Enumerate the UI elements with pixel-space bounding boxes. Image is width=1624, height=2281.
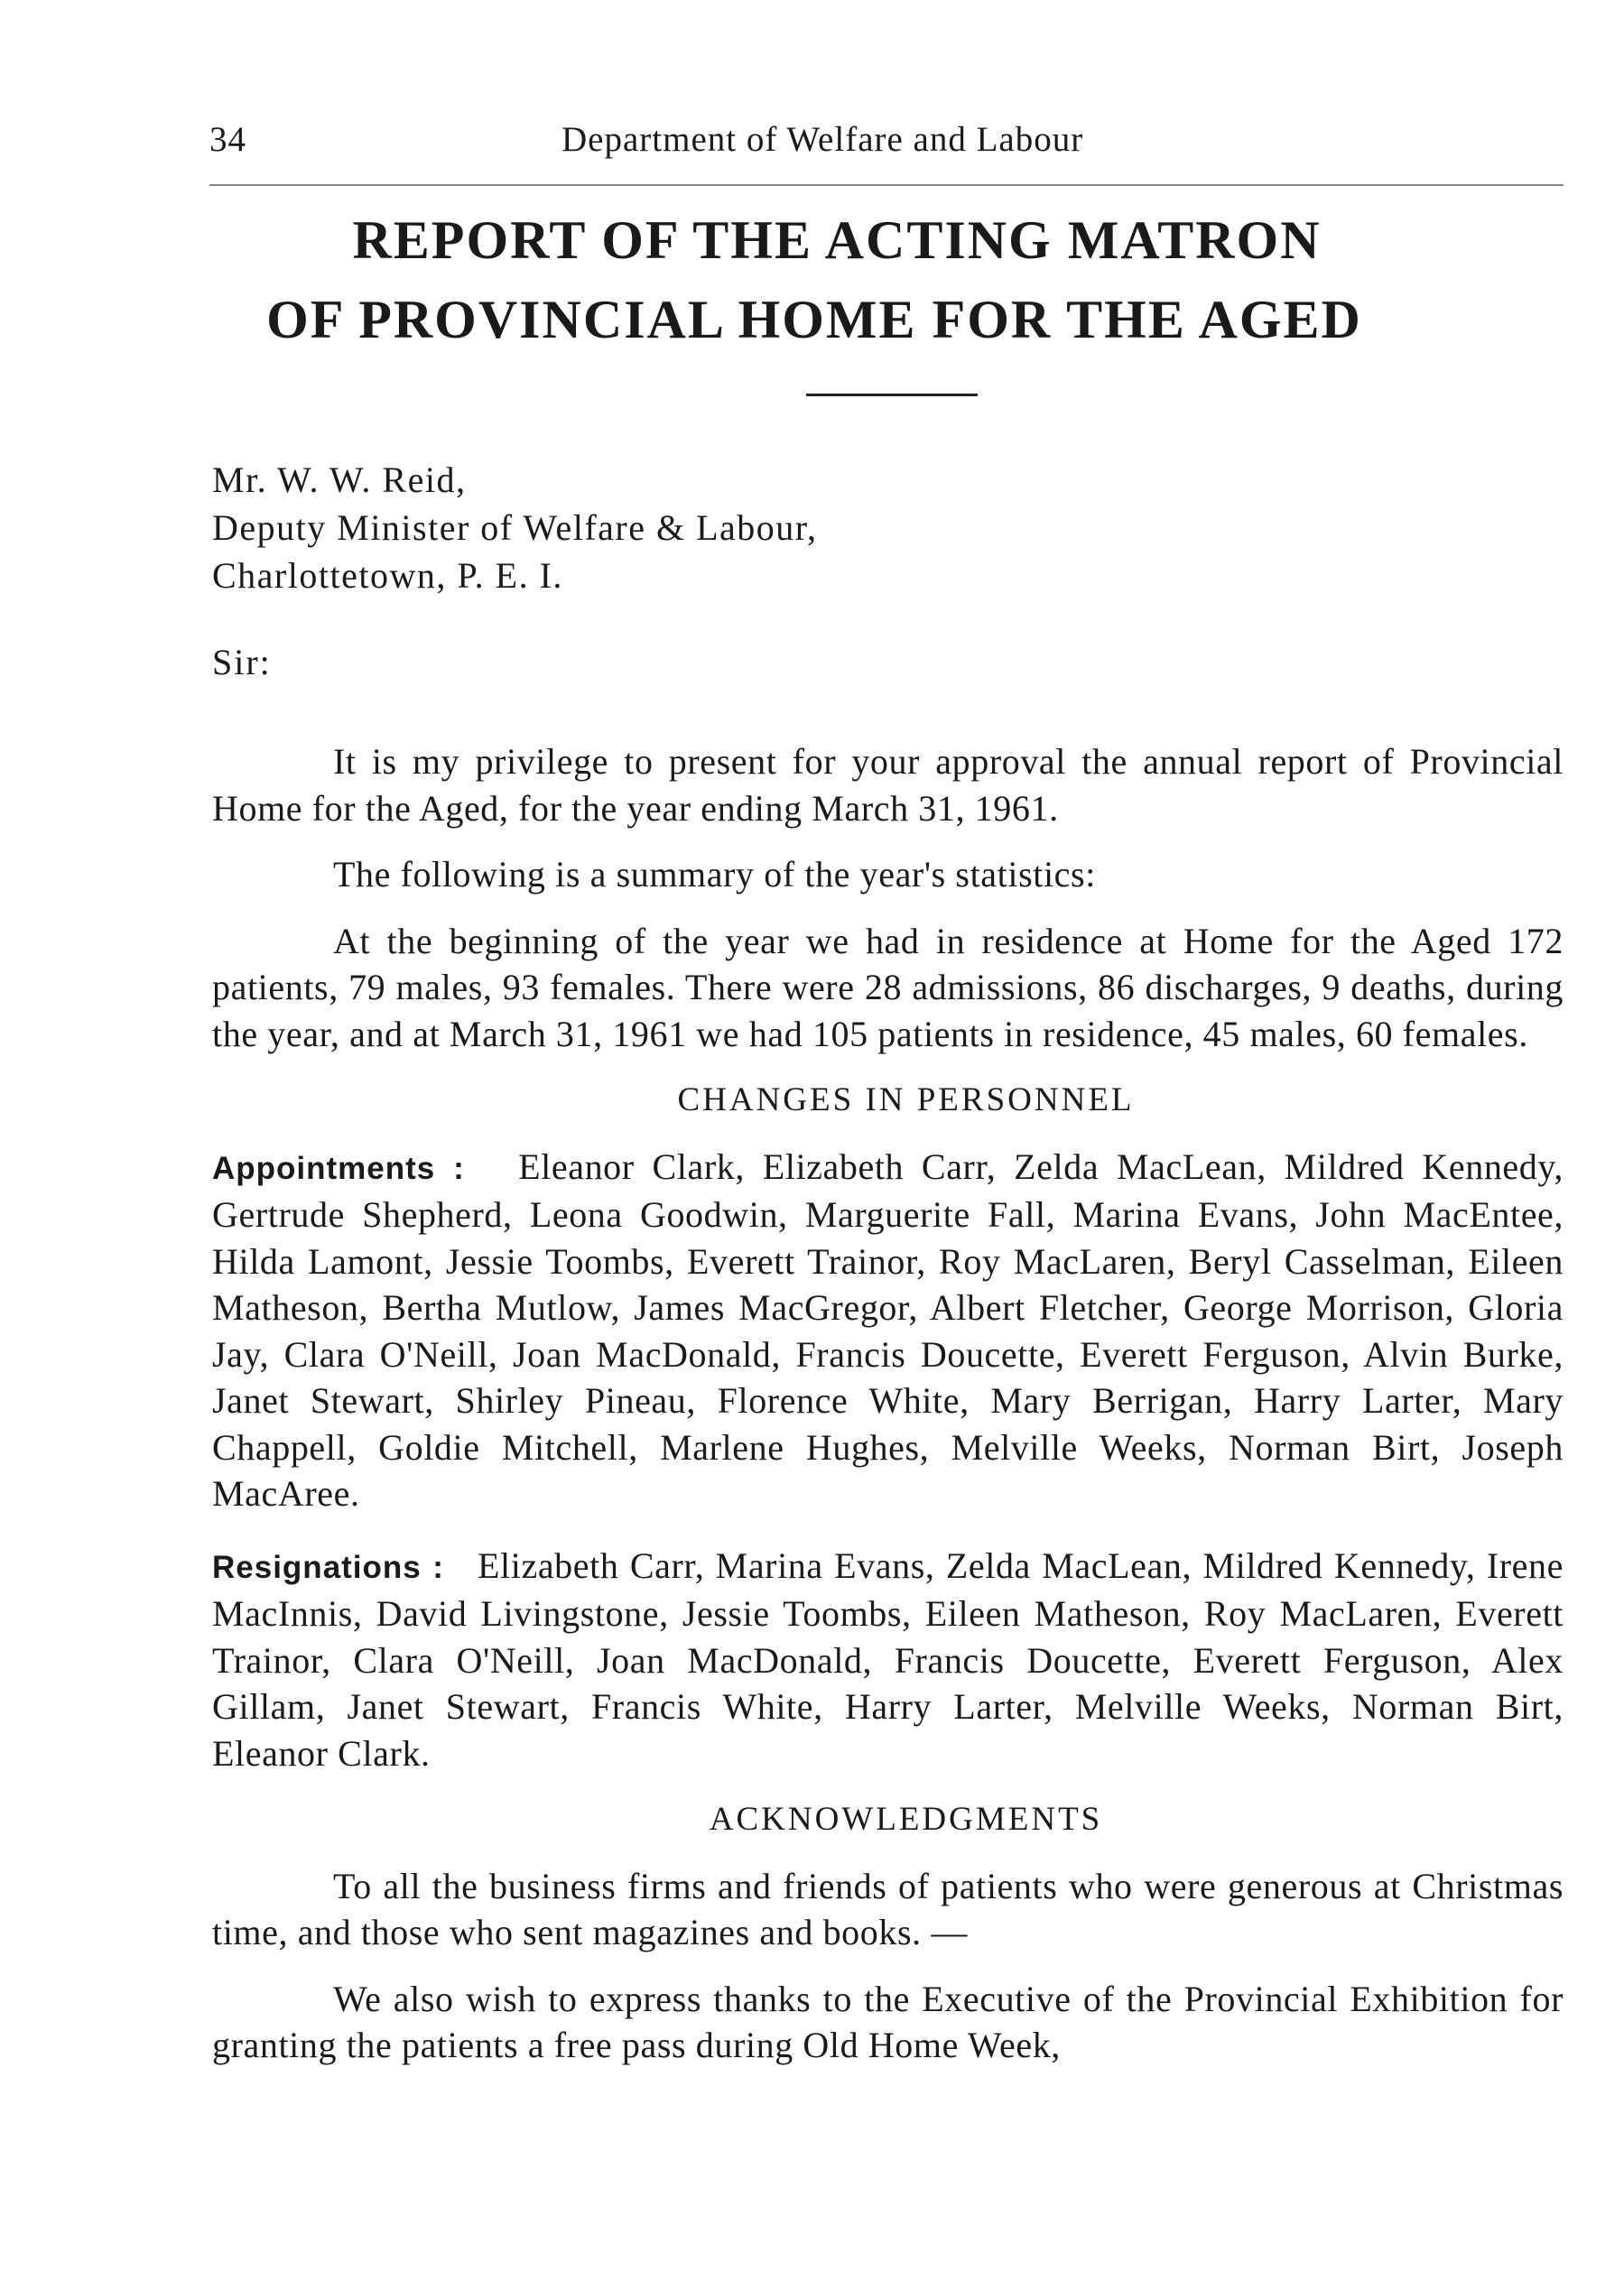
recipient-address bbox=[212, 456, 1295, 599]
address-line-1: Mr. W. W. Reid, bbox=[212, 459, 467, 500]
personnel-heading: CHANGES IN PERSONNEL bbox=[677, 1081, 1135, 1118]
title-line-1: REPORT OF THE ACTING MATRON bbox=[352, 210, 1322, 270]
report-body bbox=[212, 738, 1564, 2069]
appointments-text: Eleanor Clark, Elizabeth Carr, Zelda MacLean, Mildred Kennedy, Gertrude Shepherd, Leona Goodwin, Marguerite Fall, Marina Evans, John MacEntee, Hilda Lamont, Jessie Toombs, Everett Trainor, Roy MacLaren, Beryl Casselman, Eileen Matheson, Bertha Mutlow, James MacGregor, Albert Fletcher, George Morrison, Gloria Jay, Clara O'Neill, Joan MacDonald, Francis Doucette, Everett Ferguson, Alvin Burke, Janet Stewart, Shirley Pineau, Florence White, Mary Berrigan, Harry Larter, Mary Chappell, Goldie Mitchell, Marlene Hughes, Melville Weeks, Norman Birt, Joseph MacAree. bbox=[212, 1145, 1564, 1514]
resignations-label: Resignations : bbox=[212, 1549, 444, 1585]
running-header bbox=[209, 119, 1401, 173]
running-title: Department of Welfare and Labour bbox=[561, 120, 1084, 159]
appointments-label: Appointments : bbox=[212, 1150, 465, 1186]
acknowledgments-paragraph-1: To all the business firms and friends of patients who were generous at Christmas time, and those who sent magazines and books. — bbox=[212, 1865, 1564, 1952]
acknowledgments-heading: ACKNOWLEDGMENTS bbox=[709, 1801, 1103, 1838]
acknowledgments-paragraph-2: We also wish to express thanks to the Executive of the Provincial Exhibition for granting the patients a free pass during Old Home Week, bbox=[212, 1978, 1564, 2065]
appointments-paragraph bbox=[212, 1144, 1564, 1517]
summary-lead-paragraph: The following is a summary of the year's statistics: bbox=[333, 854, 1096, 895]
resignations-text: Elizabeth Carr, Marina Evans, Zelda MacLean, Mildred Kennedy, Irene MacInnis, David Livingstone, Jessie Toombs, Eileen Matheson, Roy MacLaren, Everett Trainor, Clara O'Neill, Joan MacDonald, Francis Doucette, Everett Ferguson, Alex Gillam, Janet Stewart, Francis White, Harry Larter, Melville Weeks, Norman Birt, Eleanor Clark. bbox=[212, 1544, 1564, 1774]
title-divider bbox=[806, 394, 978, 396]
statistics-paragraph: At the beginning of the year we had in residence at Home for the Aged 172 patients, 79 males, 93 females. There were 28 admissions, 86 discharges, 9 deaths, during the year, and at March 31, 1961 we had 105 patients in residence, 45 males, 60 females. bbox=[212, 920, 1564, 1054]
resignations-paragraph bbox=[212, 1543, 1564, 1777]
title-line-2: OF PROVINCIAL HOME FOR THE AGED bbox=[266, 290, 1362, 349]
address-line-3: Charlottetown, P. E. I. bbox=[212, 555, 563, 596]
salutation: Sir: bbox=[212, 642, 272, 682]
intro-paragraph: It is my privilege to present for your approval the annual report of Provincial Home for the Aged, for the year ending March 31, 1961. bbox=[212, 741, 1564, 829]
report-title bbox=[209, 200, 1564, 359]
address-line-2: Deputy Minister of Welfare & Labour, bbox=[212, 507, 818, 548]
page-number: 34 bbox=[209, 120, 246, 159]
header-rule bbox=[209, 184, 1564, 186]
